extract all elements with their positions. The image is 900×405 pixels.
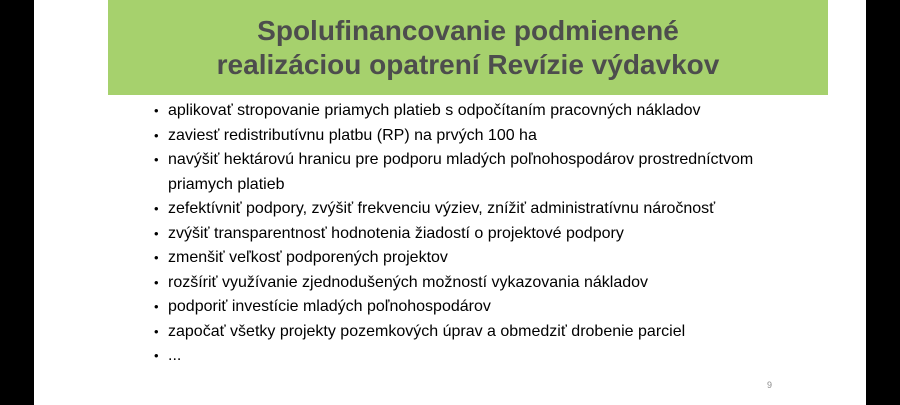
bullet-icon: •	[154, 274, 159, 290]
bullet-item	[154, 295, 794, 320]
bullet-text: započať všetky projekty pozemkových úprav a obmedziť drobenie parciel	[168, 322, 686, 340]
bullet-item	[154, 222, 794, 247]
bullet-text: ...	[168, 347, 182, 364]
bullet-icon: •	[154, 323, 159, 339]
bullet-text: aplikovať stropovanie priamych platieb s odpočítaním pracovných nákladov	[168, 102, 701, 119]
bullet-icon: •	[154, 127, 159, 143]
bullet-icon: •	[154, 152, 159, 167]
bullet-item	[154, 124, 794, 149]
bullet-list	[154, 99, 794, 369]
bullet-icon: •	[154, 201, 159, 216]
bullet-text: navýšiť hektárovú hranicu pre podporu mladých poľnohospodárov prostredníctvom priamych platieb	[168, 151, 754, 193]
slide-title: Spolufinancovanie podmienené realizáciou opatrení Revízie výdavkov	[216, 14, 720, 80]
bullet-item	[154, 246, 794, 271]
page-number: 9	[767, 380, 773, 390]
bullet-item	[154, 197, 794, 222]
bullet-item	[154, 320, 794, 345]
bullet-icon: •	[154, 250, 159, 265]
title-banner	[108, 0, 828, 95]
bullet-icon: •	[154, 103, 159, 118]
bullet-icon: •	[154, 348, 159, 363]
bullet-text: zaviesť redistributívnu platbu (RP) na prvých 100 ha	[168, 126, 537, 144]
bullet-icon: •	[154, 225, 159, 241]
bullet-text: zefektívniť podpory, zvýšiť frekvenciu výziev, znížiť administratívnu náročnosť	[168, 200, 716, 217]
bullet-text: zmenšiť veľkosť podporených projektov	[168, 249, 448, 266]
bullet-icon: •	[154, 299, 159, 314]
bullet-item	[154, 271, 794, 296]
bullet-item	[154, 99, 794, 124]
bullet-text: zvýšiť transparentnosť hodnotenia žiadostí o projektové podpory	[168, 224, 624, 242]
presentation-slide[interactable]	[34, 0, 866, 405]
bullet-item	[154, 344, 794, 369]
bullet-item	[154, 148, 794, 197]
bullet-text: rozšíriť využívanie zjednodušených možností vykazovania nákladov	[168, 273, 649, 291]
bullet-text: podporiť investície mladých poľnohospodárov	[168, 298, 491, 315]
